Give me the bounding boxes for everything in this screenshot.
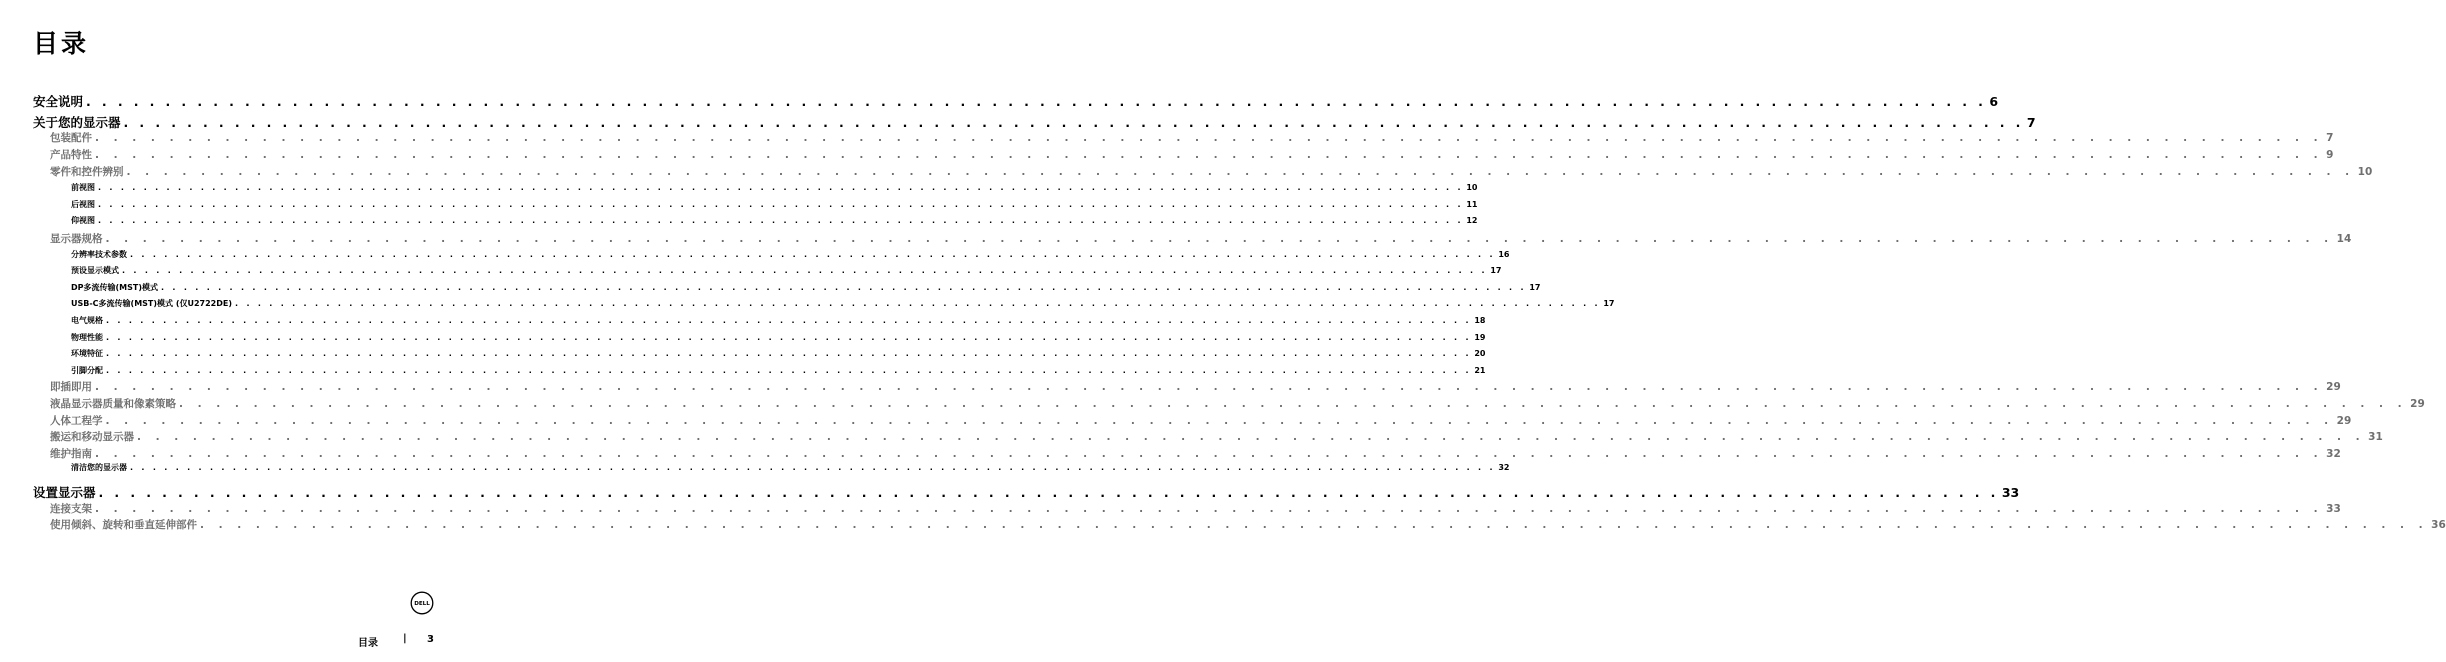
toc-entry-page: 33 <box>2001 485 2020 500</box>
toc-entry[interactable] <box>50 147 2334 163</box>
toc-leader-dots: . . . . . . . . . . . . . . . . . . . . . . . . . . . . . . . . . . . . . . . . . . . . . . . . . . . . . . . . . . . . . . . . . . . . . . . . . . . . . . . . . . . . . . . . . . . . . . . . . . . . . . . . . . . . . . . . . . . . . . . . <box>106 366 1472 375</box>
toc-entry[interactable] <box>71 365 1486 379</box>
toc-entry-label: 环境特征 <box>71 349 103 358</box>
toc-entry-page: 7 <box>2026 115 2036 130</box>
toc-entry[interactable] <box>33 92 1999 110</box>
toc-leader-dots: . . . . . . . . . . . . . . . . . . . . . . . . . . . . . . . . . . . . . . . . . . . . . . . . . . . . . . . . . . . . . . . . . . . . . . . . . . . . . . . . . . . . . . . . . . . . . . . . . . . . . . . . . . . . . . . . . . . . . . . . <box>137 431 2366 443</box>
toc-leader-dots: . . . . . . . . . . . . . . . . . . . . . . . . . . . . . . . . . . . . . . . . . . . . . . . . . . . . . . . . . . . . . . . . . . . . . . . . . . . . . . . . . . . . . . . . . . . . . . . . . . . . . . . . . . . . . . . . . . . . . . . . <box>106 349 1472 358</box>
toc-entry-label: 分辨率技术参数 <box>71 250 127 259</box>
toc-entry[interactable] <box>71 298 1615 312</box>
toc-leader-dots: . . . . . . . . . . . . . . . . . . . . . . . . . . . . . . . . . . . . . . . . . . . . . . . . . . . . . . . . . . . . . . . . . . . . . . . . . . . . . . . . . . . . . . . . . . . . . . . . . . . . . . . . . . . . . . . . . . . . . . . . <box>105 233 2334 245</box>
toc-entry-page: 7 <box>2326 132 2334 144</box>
toc-entry-label: 设置显示器 <box>33 485 96 500</box>
toc-entry[interactable] <box>71 265 1502 279</box>
toc-entry[interactable] <box>33 483 2020 501</box>
toc-entry-label: DP多流传输(MST)模式 <box>71 283 158 292</box>
toc-entry[interactable] <box>50 231 2352 247</box>
page-title: 目录 <box>33 29 90 58</box>
toc-entry-page: 12 <box>1466 216 1478 225</box>
toc-entry-page: 33 <box>2326 503 2341 515</box>
toc-entry-label: 包装配件 <box>50 132 92 144</box>
toc-entry-label: 关于您的显示器 <box>33 115 121 130</box>
toc-leader-dots: . . . . . . . . . . . . . . . . . . . . . . . . . . . . . . . . . . . . . . . . . . . . . . . . . . . . . . . . . . . . . . . . . . . . . . . . . . . . . . . . . . . . . . . . . . . . . . . . . . . . . . . . . . . . . . . . . . . . . . . . <box>161 283 1527 292</box>
toc-entry-label: 安全说明 <box>33 94 84 109</box>
toc-entry-label: 清洁您的显示器 <box>71 463 127 472</box>
toc-entry-label: 显示器规格 <box>50 233 103 245</box>
toc-entry-label: 仰视图 <box>71 216 95 225</box>
toc-entry-page: 16 <box>1498 250 1510 259</box>
toc-leader-dots: . . . . . . . . . . . . . . . . . . . . . . . . . . . . . . . . . . . . . . . . . . . . . . . . . . . . . . . . . . . . . . . . . . . . . . . . . . . . . . . . . . . . . . . . . . . . . . . . . . . . . . . . . . . . . . . . . . . . . . . . <box>106 333 1472 342</box>
toc-entry-label: 搬运和移动显示器 <box>50 431 134 443</box>
toc-entry-page: 29 <box>2326 381 2341 393</box>
toc-leader-dots: . . . . . . . . . . . . . . . . . . . . . . . . . . . . . . . . . . . . . . . . . . . . . . . . . . . . . . . . . . . . . . . . . . . . . . . . . . . . . . . . . . . . . . . . . . . . . . . . . . . . . . . . . . . . . . . . . . . . . . . . <box>179 398 2408 410</box>
toc-entry-page: 29 <box>2336 415 2352 427</box>
toc-leader-dots: . . . . . . . . . . . . . . . . . . . . . . . . . . . . . . . . . . . . . . . . . . . . . . . . . . . . . . . . . . . . . . . . . . . . . . . . . . . . . . . . . . . . . . . . . . . . . . . . . . . . . . . . . . . . . . . . . . . . . . . . <box>235 299 1601 308</box>
toc-leader-dots: . . . . . . . . . . . . . . . . . . . . . . . . . . . . . . . . . . . . . . . . . . . . . . . . . . . . . . . . . . . . . . . . . . . . . . . . . . . . . . . . . . . . . . . . . . . . . . . . . . . . . . . . . . . . . . . . . . . . . . . . <box>95 448 2324 460</box>
toc-leader-dots: . . . . . . . . . . . . . . . . . . . . . . . . . . . . . . . . . . . . . . . . . . . . . . . . . . . . . . . . . . . . . . . . . . . . . . . . . . . . . . . . . . . . . . . . . . . . . . . . . . . . . . . . . . . . . . . . . . . . . . . . <box>98 200 1464 209</box>
toc-entry[interactable] <box>71 332 1486 346</box>
toc-leader-dots: . . . . . . . . . . . . . . . . . . . . . . . . . . . . . . . . . . . . . . . . . . . . . . . . . . . . . . . . . . . . . . . . . . . . . . . . . . . . . . . . . . . . . . . . . . . . . . . . . . . . . . . . . . . . . . . . . . . . . . . . <box>95 132 2324 144</box>
toc-entry-page: 32 <box>1498 463 1510 472</box>
toc-entry-page: 32 <box>2326 448 2341 460</box>
toc-entry-page: 17 <box>1490 266 1502 275</box>
toc-entry[interactable] <box>71 315 1486 329</box>
toc-entry-label: 维护指南 <box>50 448 92 460</box>
toc-entry[interactable] <box>50 396 2425 412</box>
toc-leader-dots: . . . . . . . . . . . . . . . . . . . . . . . . . . . . . . . . . . . . . . . . . . . . . . . . . . . . . . . . . . . . . . . . . . . . . . . . . . . . . . . . . . . . . . . . . . . . . . . . . . . . . . . . . . . . . . . . . . . . . . . . <box>95 149 2324 161</box>
toc-leader-dots: . . . . . . . . . . . . . . . . . . . . . . . . . . . . . . . . . . . . . . . . . . . . . . . . . . . . . . . . . . . . . . . . . . . . . . . . . . . . . . . . . . . . . . . . . . . . . . . . . . . . . . . . . . . . . . . . . . . . . . . . <box>95 381 2324 393</box>
toc-entry-page: 14 <box>2336 233 2352 245</box>
toc-entry-label: 后视图 <box>71 200 95 209</box>
toc-leader-dots: . . . . . . . . . . . . . . . . . . . . . . . . . . . . . . . . . . . . . . . . . . . . . . . . . . . . . . . . . . . . . . . . . . . . . . . . . . . . . . . . . . . . . . . . . . . . . . . . . . . . . . . . . . . . . . . . . . . . . . . . <box>98 183 1464 192</box>
toc-entry[interactable] <box>50 429 2383 445</box>
dell-logo-text: DELL <box>414 601 430 608</box>
toc-entry[interactable] <box>50 517 2446 533</box>
toc-entry[interactable] <box>33 113 2036 131</box>
toc-entry-page: 17 <box>1529 283 1541 292</box>
toc-entry-label: 预设显示模式 <box>71 266 119 275</box>
toc-entry[interactable] <box>50 446 2341 462</box>
toc-leader-dots: . . . . . . . . . . . . . . . . . . . . . . . . . . . . . . . . . . . . . . . . . . . . . . . . . . . . . . . . . . . . . . . . . . . . . . . . . . . . . . . . . . . . . . . . . . . . . . . . . . . . . . . . . . . . . . . . . . . . . . . . <box>105 415 2334 427</box>
footer-page-number: 3 <box>427 634 434 645</box>
toc-entry[interactable] <box>71 462 1510 476</box>
toc-entry-page: 10 <box>1466 183 1478 192</box>
toc-entry-label: 零件和控件辨别 <box>50 166 124 178</box>
toc-entry[interactable] <box>71 215 1478 229</box>
toc-leader-dots: . . . . . . . . . . . . . . . . . . . . . . . . . . . . . . . . . . . . . . . . . . . . . . . . . . . . . . . . . . . . . . . . . . . . . . . . . . . . . . . . . . . . . . . . . . . . . . . . . . . . . . . . . . . . . . . . . . . . . . . . <box>106 316 1472 325</box>
toc-entry-label: 电气规格 <box>71 316 103 325</box>
toc-entry-page: 29 <box>2410 398 2425 410</box>
toc-entry-label: 连接支架 <box>50 503 92 515</box>
toc-leader-dots: . . . . . . . . . . . . . . . . . . . . . . . . . . . . . . . . . . . . . . . . . . . . . . . . . . . . . . . . . . . . . . . . . . . . . . . . . . . . . . . . . . . . . . . . . . . . . . . . . . . . . . . . . . . . . . . . . . . . . . . . <box>122 266 1488 275</box>
toc-entry[interactable] <box>71 249 1510 263</box>
toc-entry-page: 36 <box>2431 519 2446 531</box>
toc-entry-page: 17 <box>1603 299 1615 308</box>
toc-entry[interactable] <box>71 282 1541 296</box>
toc-leader-dots: . . . . . . . . . . . . . . . . . . . . . . . . . . . . . . . . . . . . . . . . . . . . . . . . . . . . . . . . . . . . . . . . . . . . . . . . . . . . . . . . . . . . . . . . . . . . . . . . . . . . . . . . . . . . . . . . . . . . . . . . <box>98 485 1999 500</box>
toc-entry-page: 21 <box>1474 366 1486 375</box>
toc-leader-dots: . . . . . . . . . . . . . . . . . . . . . . . . . . . . . . . . . . . . . . . . . . . . . . . . . . . . . . . . . . . . . . . . . . . . . . . . . . . . . . . . . . . . . . . . . . . . . . . . . . . . . . . . . . . . . . . . . . . . . . . . <box>86 94 1987 109</box>
toc-entry[interactable] <box>50 501 2341 517</box>
toc-leader-dots: . . . . . . . . . . . . . . . . . . . . . . . . . . . . . . . . . . . . . . . . . . . . . . . . . . . . . . . . . . . . . . . . . . . . . . . . . . . . . . . . . . . . . . . . . . . . . . . . . . . . . . . . . . . . . . . . . . . . . . . . <box>126 166 2355 178</box>
toc-entry-label: 使用倾斜、旋转和垂直延伸部件 <box>50 519 197 531</box>
toc-entry[interactable] <box>50 164 2373 180</box>
toc-leader-dots: . . . . . . . . . . . . . . . . . . . . . . . . . . . . . . . . . . . . . . . . . . . . . . . . . . . . . . . . . . . . . . . . . . . . . . . . . . . . . . . . . . . . . . . . . . . . . . . . . . . . . . . . . . . . . . . . . . . . . . . . <box>130 250 1496 259</box>
toc-leader-dots: . . . . . . . . . . . . . . . . . . . . . . . . . . . . . . . . . . . . . . . . . . . . . . . . . . . . . . . . . . . . . . . . . . . . . . . . . . . . . . . . . . . . . . . . . . . . . . . . . . . . . . . . . . . . . . . . . . . . . . . . <box>123 115 2024 130</box>
toc-leader-dots: . . . . . . . . . . . . . . . . . . . . . . . . . . . . . . . . . . . . . . . . . . . . . . . . . . . . . . . . . . . . . . . . . . . . . . . . . . . . . . . . . . . . . . . . . . . . . . . . . . . . . . . . . . . . . . . . . . . . . . . . <box>130 463 1496 472</box>
toc-entry-label: 即插即用 <box>50 381 92 393</box>
toc-entry-label: USB-C多流传输(MST)模式 (仅U2722DE) <box>71 299 233 308</box>
toc-entry-label: 产品特性 <box>50 149 92 161</box>
toc-entry-label: 人体工程学 <box>50 415 103 427</box>
toc-leader-dots: . . . . . . . . . . . . . . . . . . . . . . . . . . . . . . . . . . . . . . . . . . . . . . . . . . . . . . . . . . . . . . . . . . . . . . . . . . . . . . . . . . . . . . . . . . . . . . . . . . . . . . . . . . . . . . . . . . . . . . . . <box>95 503 2324 515</box>
toc-entry[interactable] <box>71 348 1486 362</box>
toc-entry[interactable] <box>50 130 2334 146</box>
toc-entry-page: 31 <box>2368 431 2383 443</box>
toc-entry-page: 18 <box>1474 316 1486 325</box>
toc-leader-dots: . . . . . . . . . . . . . . . . . . . . . . . . . . . . . . . . . . . . . . . . . . . . . . . . . . . . . . . . . . . . . . . . . . . . . . . . . . . . . . . . . . . . . . . . . . . . . . . . . . . . . . . . . . . . . . . . . . . . . . . . <box>98 216 1464 225</box>
toc-leader-dots: . . . . . . . . . . . . . . . . . . . . . . . . . . . . . . . . . . . . . . . . . . . . . . . . . . . . . . . . . . . . . . . . . . . . . . . . . . . . . . . . . . . . . . . . . . . . . . . . . . . . . . . . . . . . . . . . . . . . . . . . <box>200 519 2429 531</box>
toc-entry[interactable] <box>71 182 1478 196</box>
toc-entry-page: 6 <box>1989 94 1999 109</box>
toc-entry[interactable] <box>50 379 2341 395</box>
toc-entry-label: 前视图 <box>71 183 95 192</box>
toc-entry-page: 10 <box>2357 166 2373 178</box>
toc-entry-page: 19 <box>1474 333 1486 342</box>
footer-separator: | <box>403 633 407 644</box>
toc-entry-page: 9 <box>2326 149 2334 161</box>
toc-entry-label: 液晶显示器质量和像素策略 <box>50 398 176 410</box>
toc-entry[interactable] <box>50 413 2352 429</box>
footer-section-label: 目录 <box>358 638 378 649</box>
dell-logo <box>410 591 434 615</box>
toc-entry-label: 引脚分配 <box>71 366 103 375</box>
toc-entry-page: 11 <box>1466 200 1478 209</box>
toc-entry-page: 20 <box>1474 349 1486 358</box>
toc-entry[interactable] <box>71 199 1478 213</box>
toc-entry-label: 物理性能 <box>71 333 103 342</box>
